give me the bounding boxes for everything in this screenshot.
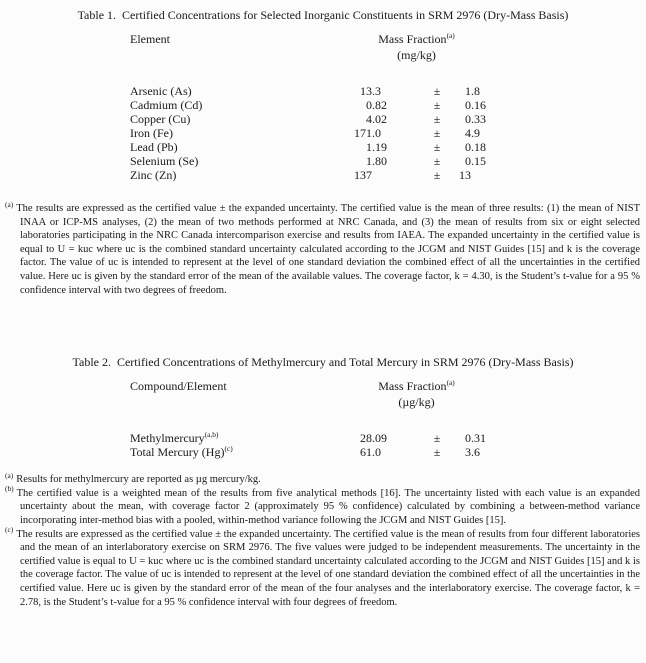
table-row xyxy=(130,112,646,126)
table1 xyxy=(130,31,646,182)
table1-unit-row xyxy=(130,47,646,63)
plus-minus-sign: ± xyxy=(433,126,441,140)
footnote-a xyxy=(5,470,640,487)
footnote-ref-a: (a) xyxy=(446,31,455,40)
footnote-marker: (c) xyxy=(5,525,14,535)
footnote-a xyxy=(5,199,640,297)
table2-unit-row xyxy=(130,394,646,410)
expanded-uncertainty: 13 xyxy=(459,168,471,182)
table1-header-row xyxy=(130,31,646,47)
plus-minus-sign: ± xyxy=(433,112,441,126)
element-name: Copper (Cu) xyxy=(130,112,191,126)
footnote-marker: (b) xyxy=(5,484,14,494)
table2-col-header-compound: Compound/Element xyxy=(130,379,227,394)
expanded-uncertainty: 4 .9 xyxy=(465,126,480,140)
certified-value: 61 .0 xyxy=(360,445,381,460)
table1-col-header-mass-fraction xyxy=(342,31,491,47)
certified-value: 13 .3 xyxy=(360,84,381,98)
mass-fraction-label: Mass Fraction xyxy=(378,379,447,394)
table1-body xyxy=(130,84,646,182)
table-row xyxy=(130,168,646,182)
certified-value: 28 .09 xyxy=(360,431,387,446)
table1-title: Table 1. Certified Concentrations for Selected Inorganic Constituents in SRM 2976 (Dry-Mass Basis) xyxy=(77,8,569,22)
table2-header-row xyxy=(130,378,646,394)
plus-minus-sign: ± xyxy=(433,168,441,182)
table2-footnotes xyxy=(5,470,640,609)
footnote-marker: (a) xyxy=(5,470,14,480)
table2-title: Table 2. Certified Concentrations of Methylmercury and Total Mercury in SRM 2976 (Dry-Mass Basis) xyxy=(72,355,574,370)
expanded-uncertainty: 0 .18 xyxy=(465,140,486,154)
table2-unit: (µg/kg) xyxy=(398,395,435,410)
element-name: Iron (Fe) xyxy=(130,126,173,140)
element-name: Arsenic (As) xyxy=(130,84,192,98)
table1-col-header-element: Element xyxy=(130,32,170,46)
certified-value: 1 .19 xyxy=(366,140,387,154)
element-name: Lead (Pb) xyxy=(130,140,178,154)
expanded-uncertainty: 0 .15 xyxy=(465,154,486,168)
table-row xyxy=(130,154,646,168)
element-name: Zinc (Zn) xyxy=(130,168,177,182)
table-row xyxy=(130,445,646,459)
table-row xyxy=(130,140,646,154)
expanded-uncertainty: 0 .16 xyxy=(465,98,486,112)
element-name: Selenium (Se) xyxy=(130,154,199,168)
plus-minus-sign: ± xyxy=(433,140,441,154)
compound-name: Total Mercury $(Hg)^{(c)}$ xyxy=(130,444,233,460)
element-name: Cadmium (Cd) xyxy=(130,98,203,112)
plus-minus-sign: ± xyxy=(433,431,441,446)
expanded-uncertainty: 0 .33 xyxy=(465,112,486,126)
footnote-b xyxy=(5,484,640,528)
footnote-text: Results for methylmercury are reported as µg mercury/kg. xyxy=(16,474,261,486)
mass-fraction-label: Mass Fraction xyxy=(378,32,447,46)
footnote-text: The results are expressed as the certified value ± the expanded uncertainty. The certified value is the mean of three results: (1) the mean of NIST INAA or ICP-MS analyses, (2) the mean of two methods performed at NRC Canada, and (3) the mean of results from six or eight selected laboratories participating in the NRC Canada intercomparison exercise and results from IAEA. The expanded uncertainty in the certified value is equal to U = kuc where uc is the combined standard uncertainty calculated according to the JCGM and NIST Guides [15] and k is the coverage factor. The value of uc is intended to represent at the level of one standard deviation the combined effect of all the uncertainties in the certified value. Here uc is given by the standard error of the mean of the available values. The coverage factor, k = 4.30, is the Student’s t-value for a 95 % confidence interval with two degrees of freedom. xyxy=(16,203,640,296)
certified-value: 4 .02 xyxy=(366,112,387,126)
table-row xyxy=(130,98,646,112)
table-row xyxy=(130,84,646,98)
table-row xyxy=(130,126,646,140)
footnote-marker: (a) xyxy=(5,199,14,209)
table-row xyxy=(130,431,646,445)
certified-value: 137 xyxy=(354,168,372,182)
plus-minus-sign: ± xyxy=(433,445,441,460)
footnote-ref: (a,b) xyxy=(204,430,219,440)
compound-name: Methylmercury$^{(a,b)}$ xyxy=(130,430,219,446)
plus-minus-sign: ± xyxy=(433,98,441,112)
footnote-ref-a: (a) xyxy=(446,378,455,388)
expanded-uncertainty: 3 .6 xyxy=(465,445,480,460)
footnote-text: The certified value is a weighted mean of the results from five analytical methods [16]. The uncertainty listed with each value is an expanded uncertainty about the mean, with coverage factor 2 (approximately 95 % confidence) calculated by combining a between-method variance incorporating inter-method bias with a pooled, within-method variance following the JCGM and NIST Guides [15]. xyxy=(16,487,640,526)
certified-value: 1 .80 xyxy=(366,154,387,168)
table2-body xyxy=(130,431,646,459)
plus-minus-sign: ± xyxy=(433,84,441,98)
table1-footnotes xyxy=(5,199,640,297)
table2 xyxy=(130,378,646,459)
footnote-text: The results are expressed as the certified value ± the expanded uncertainty. The certified value is the mean of results from four different laboratories and the mean of an interlaboratory exercise on SRM 2976. The five values were judged to be independent measurements. The uncertainty in the certified value is equal to U = kuc where uc is the combined standard uncertainty calculated according to the JCGM and NIST Guides [15] and k is the coverage factor. The value of uc is intended to represent at the level of one standard deviation the combined effect of all the uncertainties in the certified value. Here uc is given by the standard error of the mean of the four analyses and the interlaboratory exercise. The coverage factor, k = 2.78, is the Student’s t-value for a 95 % confidence interval with four degrees of freedom. xyxy=(16,528,640,608)
certified-value: 171 .0 xyxy=(354,126,381,140)
expanded-uncertainty: 1 .8 xyxy=(465,84,480,98)
table1-unit: (mg/kg) xyxy=(397,48,436,62)
expanded-uncertainty: 0 .31 xyxy=(465,431,486,446)
table2-col-header-mass-fraction xyxy=(342,378,491,394)
plus-minus-sign: ± xyxy=(433,154,441,168)
footnote-c xyxy=(5,525,640,610)
footnote-ref: (c) xyxy=(224,444,233,454)
certified-value: 0 .82 xyxy=(366,98,387,112)
